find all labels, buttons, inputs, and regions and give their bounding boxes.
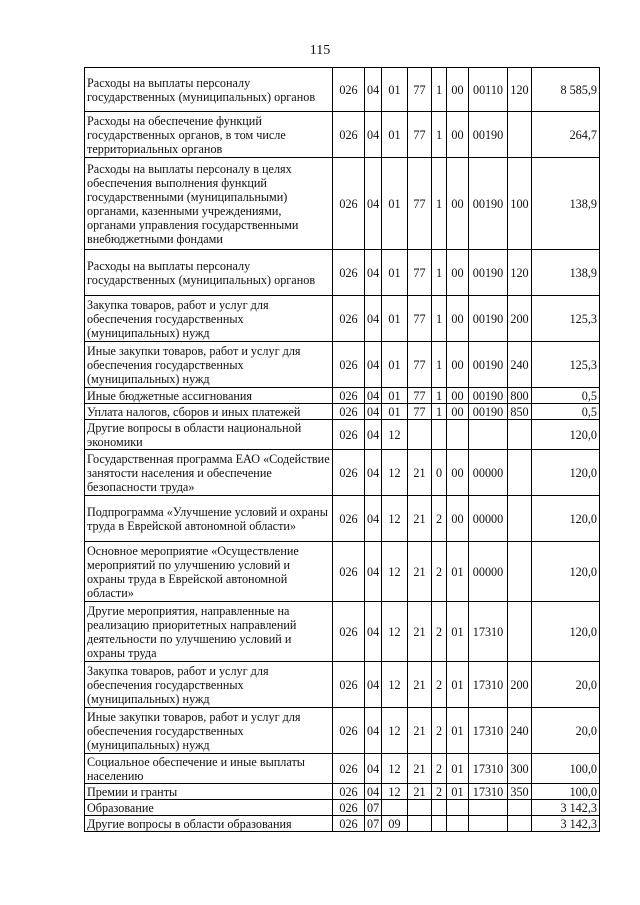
subsection-code-cell: 01 [382, 250, 408, 296]
expense-type-cell: 240 [508, 708, 532, 754]
section-code-cell: 04 [365, 450, 382, 496]
row-name-cell: Уплата налогов, сборов и иных платежей [85, 404, 333, 420]
table-row [85, 496, 600, 542]
subprogram-code-cell: 2 [432, 784, 447, 800]
subsection-code-cell: 12 [382, 754, 408, 784]
direction-code-cell: 00190 [469, 250, 508, 296]
direction-code-cell: 17310 [469, 784, 508, 800]
subprogram-code-cell: 1 [432, 388, 447, 404]
subprogram-code-cell: 1 [432, 250, 447, 296]
ved-code-cell: 026 [333, 296, 365, 342]
amount-cell: 20,0 [532, 662, 600, 708]
program-code-cell: 77 [408, 250, 432, 296]
table-row [85, 784, 600, 800]
subprogram-code-cell: 0 [432, 450, 447, 496]
amount-cell: 138,9 [532, 158, 600, 250]
expense-type-cell: 300 [508, 754, 532, 784]
expense-type-cell [508, 450, 532, 496]
subprogram-code-cell: 1 [432, 404, 447, 420]
amount-cell: 125,3 [532, 342, 600, 388]
ved-code-cell: 026 [333, 496, 365, 542]
row-name-cell: Расходы на выплаты персоналу в целях обеспечения выполнения функций государственными (муниципальными) органами, казенными учреждениями, органами управления государственными внебюджетными фондами [85, 158, 333, 250]
table-row [85, 250, 600, 296]
amount-cell: 3 142,3 [532, 816, 600, 832]
table-row [85, 296, 600, 342]
direction-code-cell [469, 800, 508, 816]
event-code-cell: 00 [447, 158, 469, 250]
row-name-cell: Расходы на выплаты персоналу государственных (муниципальных) органов [85, 250, 333, 296]
subsection-code-cell: 12 [382, 784, 408, 800]
event-code-cell: 00 [447, 112, 469, 158]
section-code-cell: 04 [365, 602, 382, 662]
subsection-code-cell: 09 [382, 816, 408, 832]
section-code-cell: 04 [365, 388, 382, 404]
amount-cell: 8 585,9 [532, 68, 600, 112]
program-code-cell: 77 [408, 342, 432, 388]
amount-cell: 138,9 [532, 250, 600, 296]
row-name-cell: Социальное обеспечение и иные выплаты населению [85, 754, 333, 784]
program-code-cell: 21 [408, 542, 432, 602]
subsection-code-cell: 01 [382, 404, 408, 420]
expense-type-cell: 200 [508, 296, 532, 342]
event-code-cell: 00 [447, 250, 469, 296]
direction-code-cell: 17310 [469, 602, 508, 662]
event-code-cell: 00 [447, 404, 469, 420]
section-code-cell: 04 [365, 68, 382, 112]
ved-code-cell: 026 [333, 662, 365, 708]
ved-code-cell: 026 [333, 250, 365, 296]
table-row [85, 404, 600, 420]
subprogram-code-cell: 2 [432, 496, 447, 542]
section-code-cell: 04 [365, 342, 382, 388]
expense-type-cell: 120 [508, 68, 532, 112]
table-row [85, 602, 600, 662]
table-row [85, 708, 600, 754]
row-name-cell: Премии и гранты [85, 784, 333, 800]
event-code-cell: 01 [447, 662, 469, 708]
expense-type-cell: 120 [508, 250, 532, 296]
row-name-cell: Государственная программа ЕАО «Содействие занятости населения и обеспечение безопасности труда» [85, 450, 333, 496]
ved-code-cell: 026 [333, 450, 365, 496]
subprogram-code-cell: 1 [432, 112, 447, 158]
subprogram-code-cell: 1 [432, 158, 447, 250]
subprogram-code-cell: 1 [432, 68, 447, 112]
subsection-code-cell: 12 [382, 708, 408, 754]
row-name-cell: Другие мероприятия, направленные на реализацию приоритетных направлений деятельности по улучшению условий и охраны труда [85, 602, 333, 662]
expense-type-cell [508, 420, 532, 450]
direction-code-cell [469, 816, 508, 832]
ved-code-cell: 026 [333, 816, 365, 832]
subprogram-code-cell: 2 [432, 708, 447, 754]
subsection-code-cell: 01 [382, 342, 408, 388]
direction-code-cell: 00190 [469, 296, 508, 342]
expense-type-cell [508, 496, 532, 542]
subsection-code-cell: 12 [382, 450, 408, 496]
expense-type-cell: 350 [508, 784, 532, 800]
subprogram-code-cell [432, 816, 447, 832]
program-code-cell: 77 [408, 112, 432, 158]
direction-code-cell [469, 420, 508, 450]
section-code-cell: 04 [365, 662, 382, 708]
program-code-cell [408, 420, 432, 450]
direction-code-cell: 00110 [469, 68, 508, 112]
subprogram-code-cell: 2 [432, 754, 447, 784]
amount-cell: 125,3 [532, 296, 600, 342]
event-code-cell: 00 [447, 496, 469, 542]
subprogram-code-cell: 1 [432, 342, 447, 388]
direction-code-cell: 17310 [469, 708, 508, 754]
amount-cell: 100,0 [532, 784, 600, 800]
program-code-cell: 77 [408, 68, 432, 112]
event-code-cell: 01 [447, 708, 469, 754]
row-name-cell: Основное мероприятие «Осуществление мероприятий по улучшению условий и охраны труда в Еврейской автономной области» [85, 542, 333, 602]
direction-code-cell: 00190 [469, 404, 508, 420]
subsection-code-cell: 12 [382, 420, 408, 450]
budget-table [84, 67, 600, 832]
row-name-cell: Иные закупки товаров, работ и услуг для обеспечения государственных (муниципальных) нужд [85, 708, 333, 754]
section-code-cell: 04 [365, 784, 382, 800]
program-code-cell: 77 [408, 404, 432, 420]
expense-type-cell [508, 816, 532, 832]
event-code-cell: 01 [447, 754, 469, 784]
amount-cell: 20,0 [532, 708, 600, 754]
ved-code-cell: 026 [333, 784, 365, 800]
table-row [85, 800, 600, 816]
amount-cell: 264,7 [532, 112, 600, 158]
expense-type-cell [508, 800, 532, 816]
program-code-cell: 21 [408, 708, 432, 754]
ved-code-cell: 026 [333, 68, 365, 112]
direction-code-cell: 00000 [469, 496, 508, 542]
subsection-code-cell: 01 [382, 388, 408, 404]
subsection-code-cell: 12 [382, 662, 408, 708]
row-name-cell: Расходы на обеспечение функций государственных органов, в том числе территориальных органов [85, 112, 333, 158]
program-code-cell: 21 [408, 450, 432, 496]
ved-code-cell: 026 [333, 158, 365, 250]
row-name-cell: Образование [85, 800, 333, 816]
subsection-code-cell [382, 800, 408, 816]
ved-code-cell: 026 [333, 754, 365, 784]
subprogram-code-cell [432, 420, 447, 450]
program-code-cell [408, 800, 432, 816]
section-code-cell: 04 [365, 754, 382, 784]
row-name-cell: Закупка товаров, работ и услуг для обеспечения государственных (муниципальных) нужд [85, 296, 333, 342]
program-code-cell [408, 816, 432, 832]
expense-type-cell [508, 602, 532, 662]
row-name-cell: Закупка товаров, работ и услуг для обеспечения государственных (муниципальных) нужд [85, 662, 333, 708]
section-code-cell: 04 [365, 420, 382, 450]
amount-cell: 120,0 [532, 602, 600, 662]
section-code-cell: 04 [365, 496, 382, 542]
table-row [85, 450, 600, 496]
table-row [85, 342, 600, 388]
subprogram-code-cell [432, 800, 447, 816]
row-name-cell: Другие вопросы в области образования [85, 816, 333, 832]
expense-type-cell: 850 [508, 404, 532, 420]
ved-code-cell: 026 [333, 708, 365, 754]
event-code-cell [447, 800, 469, 816]
direction-code-cell: 17310 [469, 662, 508, 708]
subsection-code-cell: 01 [382, 68, 408, 112]
table-row [85, 68, 600, 112]
subprogram-code-cell: 2 [432, 602, 447, 662]
direction-code-cell: 00000 [469, 450, 508, 496]
subprogram-code-cell: 1 [432, 296, 447, 342]
event-code-cell: 00 [447, 296, 469, 342]
ved-code-cell: 026 [333, 602, 365, 662]
program-code-cell: 21 [408, 602, 432, 662]
program-code-cell: 77 [408, 158, 432, 250]
row-name-cell: Иные закупки товаров, работ и услуг для обеспечения государственных (муниципальных) нужд [85, 342, 333, 388]
section-code-cell: 04 [365, 542, 382, 602]
amount-cell: 120,0 [532, 450, 600, 496]
event-code-cell: 00 [447, 450, 469, 496]
subsection-code-cell: 01 [382, 158, 408, 250]
expense-type-cell [508, 542, 532, 602]
event-code-cell: 01 [447, 784, 469, 800]
section-code-cell: 04 [365, 296, 382, 342]
amount-cell: 0,5 [532, 388, 600, 404]
amount-cell: 3 142,3 [532, 800, 600, 816]
direction-code-cell: 00000 [469, 542, 508, 602]
event-code-cell: 01 [447, 542, 469, 602]
subsection-code-cell: 01 [382, 112, 408, 158]
section-code-cell: 07 [365, 816, 382, 832]
ved-code-cell: 026 [333, 388, 365, 404]
event-code-cell: 01 [447, 602, 469, 662]
expense-type-cell: 100 [508, 158, 532, 250]
page-number: 115 [309, 43, 331, 58]
section-code-cell: 04 [365, 708, 382, 754]
expense-type-cell: 240 [508, 342, 532, 388]
program-code-cell: 21 [408, 662, 432, 708]
section-code-cell: 04 [365, 158, 382, 250]
section-code-cell: 04 [365, 112, 382, 158]
expense-type-cell [508, 112, 532, 158]
event-code-cell [447, 816, 469, 832]
amount-cell: 120,0 [532, 420, 600, 450]
table-row [85, 112, 600, 158]
row-name-cell: Иные бюджетные ассигнования [85, 388, 333, 404]
program-code-cell: 77 [408, 388, 432, 404]
direction-code-cell: 00190 [469, 388, 508, 404]
event-code-cell: 00 [447, 388, 469, 404]
program-code-cell: 21 [408, 784, 432, 800]
table-body [85, 68, 600, 832]
program-code-cell: 21 [408, 754, 432, 784]
direction-code-cell: 00190 [469, 112, 508, 158]
ved-code-cell: 026 [333, 420, 365, 450]
table-row [85, 754, 600, 784]
amount-cell: 100,0 [532, 754, 600, 784]
event-code-cell: 00 [447, 342, 469, 388]
table-row [85, 542, 600, 602]
subprogram-code-cell: 2 [432, 542, 447, 602]
ved-code-cell: 026 [333, 542, 365, 602]
table-row [85, 420, 600, 450]
table-row [85, 816, 600, 832]
subprogram-code-cell: 2 [432, 662, 447, 708]
event-code-cell: 00 [447, 68, 469, 112]
amount-cell: 120,0 [532, 542, 600, 602]
direction-code-cell: 00190 [469, 342, 508, 388]
ved-code-cell: 026 [333, 342, 365, 388]
ved-code-cell: 026 [333, 404, 365, 420]
event-code-cell [447, 420, 469, 450]
row-name-cell: Подпрограмма «Улучшение условий и охраны труда в Еврейской автономной области» [85, 496, 333, 542]
amount-cell: 120,0 [532, 496, 600, 542]
subsection-code-cell: 12 [382, 496, 408, 542]
section-code-cell: 04 [365, 404, 382, 420]
program-code-cell: 77 [408, 296, 432, 342]
subsection-code-cell: 12 [382, 542, 408, 602]
ved-code-cell: 026 [333, 800, 365, 816]
subsection-code-cell: 01 [382, 296, 408, 342]
amount-cell: 0,5 [532, 404, 600, 420]
direction-code-cell: 00190 [469, 158, 508, 250]
section-code-cell: 04 [365, 250, 382, 296]
table-row [85, 662, 600, 708]
expense-type-cell: 200 [508, 662, 532, 708]
ved-code-cell: 026 [333, 112, 365, 158]
row-name-cell: Расходы на выплаты персоналу государственных (муниципальных) органов [85, 68, 333, 112]
table-row [85, 388, 600, 404]
direction-code-cell: 17310 [469, 754, 508, 784]
program-code-cell: 21 [408, 496, 432, 542]
subsection-code-cell: 12 [382, 602, 408, 662]
expense-type-cell: 800 [508, 388, 532, 404]
row-name-cell: Другие вопросы в области национальной экономики [85, 420, 333, 450]
section-code-cell: 07 [365, 800, 382, 816]
table-row [85, 158, 600, 250]
